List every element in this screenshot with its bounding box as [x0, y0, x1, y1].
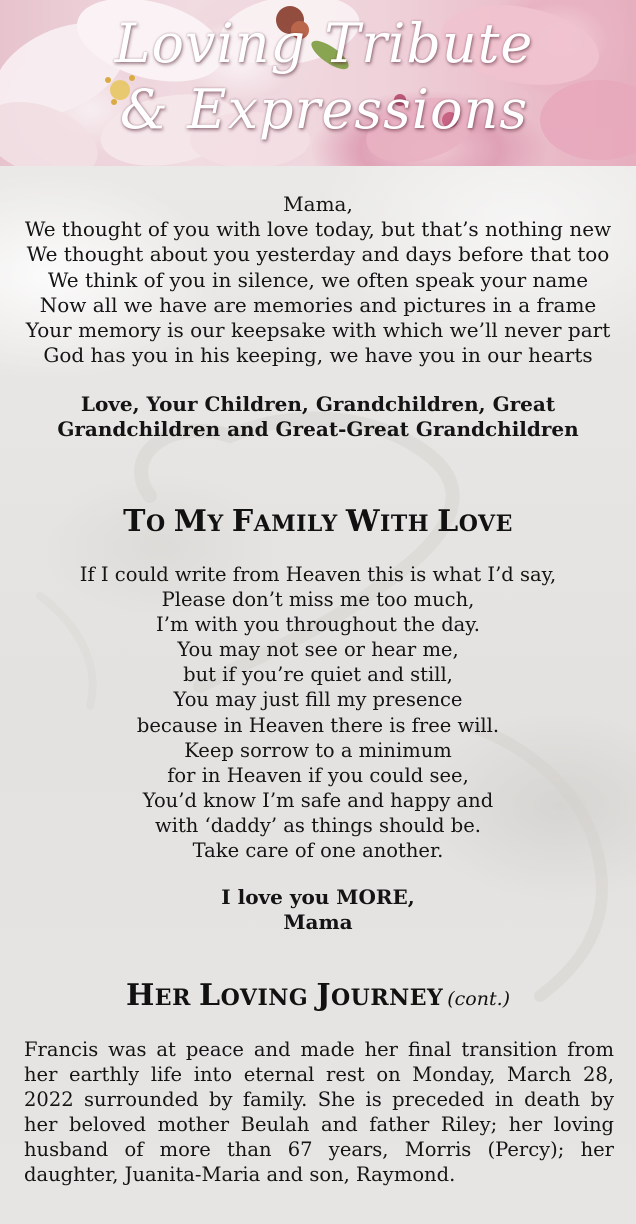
heading-part: OVE: [458, 511, 513, 537]
heading-cont-suffix: (cont.): [447, 988, 511, 1010]
poem-line: with ‘daddy’ as things should be.: [155, 813, 481, 837]
heaven-poem: [0, 562, 636, 863]
signature-line: Grandchildren and Great-Great Grandchildren: [57, 417, 579, 441]
signature-line: Mama: [283, 910, 353, 934]
heading-part: ITH: [380, 511, 438, 537]
heading-part: T: [123, 504, 146, 539]
banner-title: [0, 0, 636, 166]
poem-line: We thought of you with love today, but that’s nothing new: [24, 217, 612, 242]
mama-poem: [0, 192, 636, 368]
heading-part: F: [231, 504, 254, 539]
heading-part: ER: [154, 985, 200, 1011]
header-banner: [0, 0, 636, 166]
heading-part: OURNEY: [331, 985, 444, 1011]
poem-line: Mama,: [283, 192, 353, 216]
poem-line: You’d know I’m safe and happy and: [142, 788, 494, 812]
poem-line: We think of you in silence, we often speak your name: [47, 267, 589, 292]
poem-line: because in Heaven there is free will.: [136, 713, 500, 737]
heading-part: O: [145, 511, 174, 537]
heading-part: H: [125, 978, 155, 1013]
poem-line: but if you’re quiet and still,: [183, 663, 453, 687]
family-love-heading: [0, 504, 636, 539]
tribute-page: [0, 166, 636, 1224]
poem-line: We thought about you yesterday and days before that too: [26, 242, 610, 267]
heading-part: AMILY: [253, 511, 346, 537]
poem-line: Your memory is our keepsake with which we’ll never part: [25, 318, 611, 343]
signature-line: I love you MORE,: [221, 885, 415, 909]
banner-title-line-1: Loving Tribute: [114, 12, 534, 75]
poem-line: Take care of one another.: [192, 839, 444, 863]
poem-line: for in Heaven if you could see,: [167, 763, 469, 787]
heading-part: Y: [207, 511, 232, 537]
banner-title-line-2: & Expressions: [119, 78, 529, 141]
mama-signature: [0, 885, 636, 935]
poem-line: I’m with you throughout the day.: [156, 613, 480, 637]
heading-part: OVING: [220, 985, 317, 1011]
heading-part: L: [437, 504, 459, 539]
journey-paragraph: Francis was at peace and made her final transition from her earthly life into eternal rest on Monday, March 28, 2022 surrounded by family. She is preceded in death by her beloved mother Beulah and father Riley; her loving husband of more than 67 years, Morris (Percy); her daughter, Juanita-Maria and son, Raymond.: [24, 1038, 614, 1186]
loving-journey-heading: [0, 978, 636, 1013]
poem-line: Please don’t miss me too much,: [161, 588, 475, 612]
heading-part: L: [199, 978, 221, 1013]
signature-line: Love, Your Children, Grandchildren, Great: [80, 392, 556, 416]
heading-part: W: [345, 504, 381, 539]
heading-part: M: [173, 504, 208, 539]
poem-line: If I could write from Heaven this is what I’d say,: [79, 563, 557, 586]
poem-line: Now all we have are memories and pictures in a frame: [39, 292, 597, 317]
poem-line: God has you in his keeping, we have you in our hearts: [43, 343, 593, 368]
poem-line: You may just fill my presence: [173, 688, 463, 712]
children-signature: [0, 392, 636, 442]
heading-part: J: [316, 978, 332, 1013]
poem-line: Keep sorrow to a minimum: [184, 738, 452, 762]
poem-line: You may not see or hear me,: [177, 638, 459, 662]
